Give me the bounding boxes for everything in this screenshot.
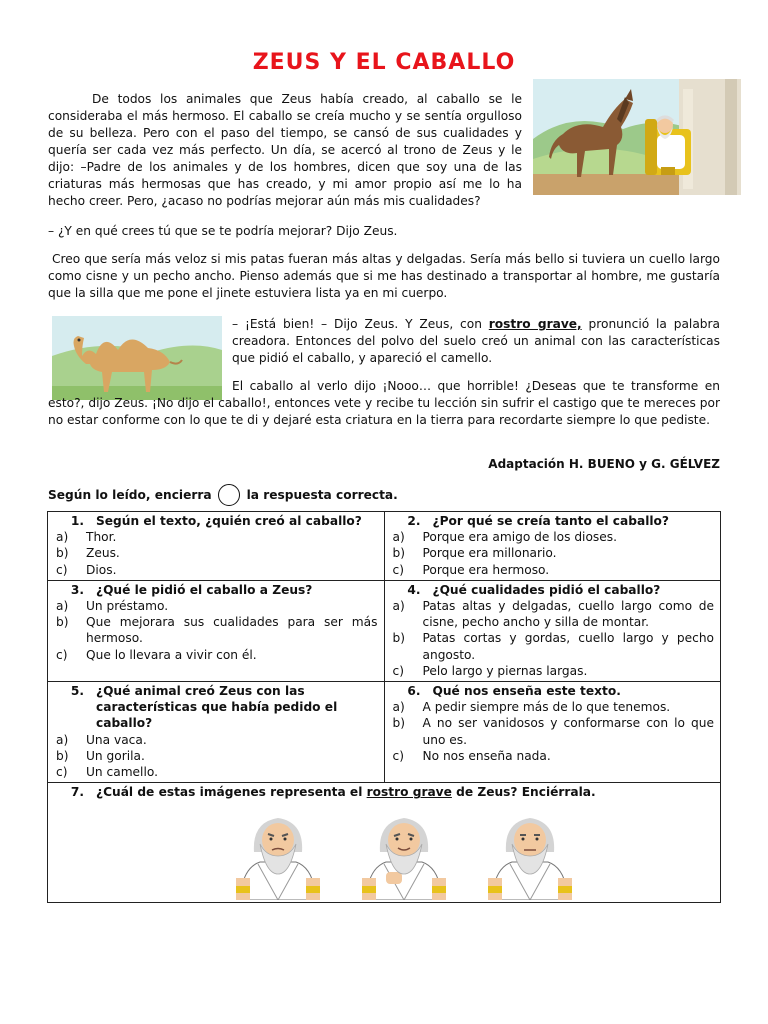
story-paragraph-3: Creo que sería más veloz si mis patas fueran más altas y delgadas. Sería más bello si tuviera un cuello largo como cisne y un pecho ancho. Pienso además que si me has destinado a transportar al hombre, me gustaría que la silla que me pone el jinete estuviera lista ya en mi cuerpo. [48, 252, 720, 300]
option-letter: c) [392, 562, 404, 577]
option-text: Dios. [86, 562, 117, 577]
option-text: Que mejorara sus cualidades para ser más hermoso. [86, 615, 378, 646]
question-number: 3. [70, 582, 84, 597]
option-letter: a) [56, 530, 69, 545]
question-7-cell [48, 783, 721, 903]
horse-and-zeus-illustration [533, 79, 741, 195]
option-letter: a) [392, 530, 405, 545]
answer-option[interactable] [391, 562, 715, 578]
instruction-before: Según lo leído, encierra [48, 488, 212, 502]
answer-option[interactable] [54, 614, 378, 646]
adaptation-credit: Adaptación H. BUENO y G. GÉLVEZ [488, 457, 720, 471]
option-text: Porque era hermoso. [422, 562, 550, 577]
option-text: Zeus. [86, 546, 120, 561]
answer-option[interactable] [54, 764, 378, 780]
answer-option[interactable] [391, 715, 715, 747]
option-text: Patas cortas y gordas, cuello largo y pecho angosto. [422, 631, 714, 662]
option-text: Pelo largo y piernas largas. [422, 663, 588, 678]
answer-option[interactable] [54, 647, 378, 663]
question-number: 7. [70, 785, 84, 800]
answer-option[interactable] [391, 663, 715, 679]
answer-option[interactable] [54, 748, 378, 764]
zeus-face-illustration[interactable] [230, 812, 326, 900]
option-text: A pedir siempre más de lo que tenemos. [422, 700, 671, 715]
answer-option[interactable] [391, 545, 715, 561]
answer-circle-icon [218, 484, 240, 506]
story-paragraph-1: De todos los animales que Zeus había creado, al caballo se le consideraba el más hermoso. El caballo se creía mucho y se sentía orgulloso de su belleza. Pero con el paso del tiempo, se cansó de sus cualidades y quería ser cada vez más perfecto. Un día, se acercó al trono de Zeus y le dijo: –Padre de los animales y de los hombres, dicen que soy una de las criaturas más hermosas que has creado, y mi amor propio así me lo ha hecho creer. Pero, ¿acaso no podrías mejorar aún más mis cualidades? [48, 92, 522, 208]
question-text: Según el texto, ¿quién creó al caballo? [96, 514, 362, 528]
option-text: Una vaca. [86, 732, 147, 747]
option-text: Thor. [86, 530, 117, 545]
zeus-face-illustration[interactable] [356, 812, 452, 900]
option-letter: b) [392, 631, 405, 646]
question-number: 6. [407, 684, 421, 699]
option-letter: a) [392, 599, 405, 614]
story-paragraph-4 [232, 316, 720, 367]
option-text: Un camello. [86, 765, 158, 780]
question-6-cell [384, 682, 721, 783]
question-number: 5. [70, 684, 84, 699]
option-letter: c) [56, 765, 68, 780]
question-number: 1. [70, 514, 84, 528]
option-letter: a) [392, 700, 405, 715]
option-letter: b) [56, 615, 69, 630]
zeus-faces-row [94, 812, 714, 900]
answer-option[interactable] [54, 562, 378, 578]
question-7-start: ¿Cuál de estas imágenes representa el [96, 785, 367, 800]
option-letter: c) [392, 663, 404, 678]
option-letter: b) [56, 546, 69, 561]
option-letter: a) [56, 732, 69, 747]
question-number: 2. [407, 514, 421, 528]
option-text: Patas altas y delgadas, cuello largo como de cisne, pecho ancho y silla de montar. [422, 599, 714, 630]
answer-option[interactable] [391, 598, 715, 630]
question-text [96, 784, 714, 800]
answer-option[interactable] [391, 748, 715, 764]
answer-option[interactable] [391, 529, 715, 545]
question-3-cell [48, 580, 385, 681]
option-letter: a) [56, 599, 69, 614]
option-letter: b) [392, 716, 405, 731]
question-5-cell [48, 682, 385, 783]
rostro-grave-emphasis: rostro grave [366, 785, 452, 800]
answer-option[interactable] [54, 545, 378, 561]
question-2-cell [384, 512, 721, 581]
question-text: ¿Qué cualidades pidió el caballo? [432, 582, 661, 597]
option-text: Un gorila. [86, 748, 145, 763]
answer-option[interactable] [391, 630, 715, 662]
option-letter: b) [56, 748, 69, 763]
answer-option[interactable] [54, 529, 378, 545]
question-1-cell [48, 512, 385, 581]
answer-option[interactable] [54, 732, 378, 748]
story-paragraph-5: El caballo al verlo dijo ¡Nooo… que horrible! ¿Deseas que te transforme en esto?, dijo Zeus. ¡No dijo el caballo!, entonces vete y recibe tu lección sin sufrir el castigo que te mereces por no estar conforme con lo que te di y dejaré esta criatura en la tierra para recordarte siempre lo que pediste. [48, 379, 720, 427]
answer-option[interactable] [54, 598, 378, 614]
option-letter: c) [392, 748, 404, 763]
option-letter: b) [392, 546, 405, 561]
option-text: No nos enseña nada. [422, 748, 551, 763]
option-letter: c) [56, 562, 68, 577]
rostro-grave-emphasis: rostro grave, [488, 317, 582, 331]
option-text: Que lo llevara a vivir con él. [86, 647, 257, 662]
story-paragraph-4-start: – ¡Está bien! – Dijo Zeus. Y Zeus, con [232, 317, 489, 331]
option-text: Un préstamo. [86, 599, 169, 614]
question-7-end: de Zeus? Enciérrala. [451, 785, 596, 800]
answer-option[interactable] [391, 699, 715, 715]
question-number: 4. [407, 582, 421, 597]
story-paragraph-4-end: pronunció la palabra creadora. Entonces del polvo del suelo creó un animal con las características que pidió el caballo, y apareció el camello. [232, 317, 721, 365]
questions-table [47, 511, 721, 903]
story-paragraph-2: – ¿Y en qué crees tú que se te podría mejorar? Dijo Zeus. [48, 224, 398, 238]
option-text: A no ser vanidosos y conformarse con lo que uno es. [422, 716, 714, 747]
option-letter: c) [56, 647, 68, 662]
option-text: Porque era millonario. [422, 546, 557, 561]
question-text: Qué nos enseña este texto. [432, 684, 621, 699]
question-text: ¿Por qué se creía tanto el caballo? [432, 514, 669, 528]
question-text: ¿Qué le pidió el caballo a Zeus? [96, 582, 313, 597]
question-text: ¿Qué animal creó Zeus con las características que había pedido el caballo? [96, 684, 338, 731]
zeus-face-illustration[interactable] [482, 812, 578, 900]
instruction-line [48, 484, 398, 506]
question-4-cell [384, 580, 721, 681]
instruction-after: la respuesta correcta. [246, 488, 398, 502]
option-text: Porque era amigo de los dioses. [422, 530, 617, 545]
page-title: ZEUS Y EL CABALLO [252, 50, 516, 75]
